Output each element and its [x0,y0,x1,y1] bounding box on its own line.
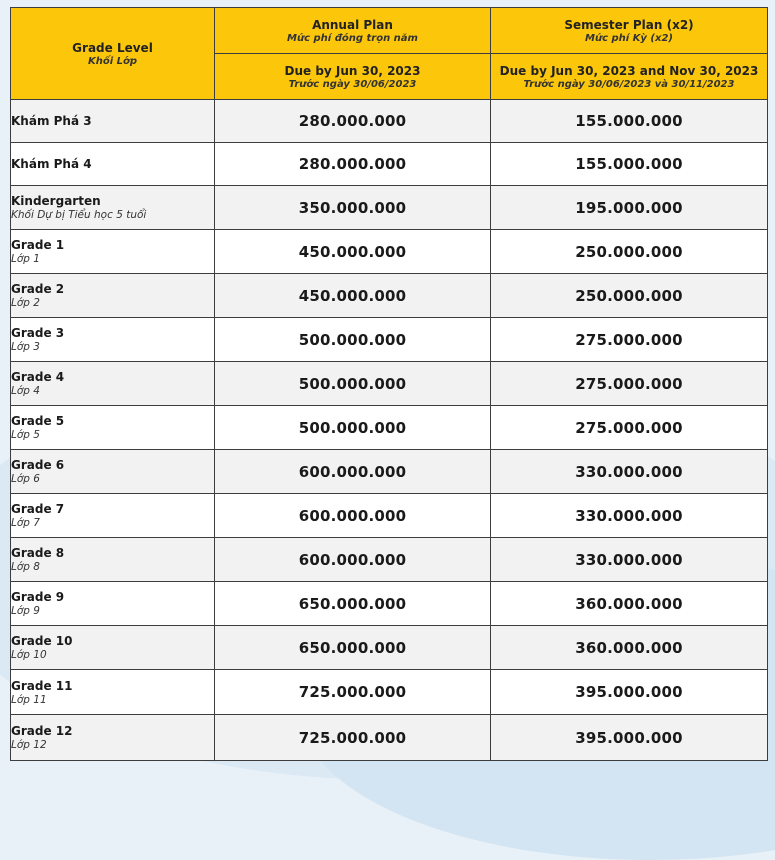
grade-name: Grade 5 [11,414,65,428]
grade-cell [11,143,215,186]
header-semester-due [491,54,768,100]
annual-fee: 725.000.000 [215,670,491,715]
grade-name: Grade 7 [11,502,65,516]
grade-name-vietnamese: Khối Dự bị Tiểu học 5 tuổi [11,209,147,221]
semester-fee: 395.000.000 [491,715,768,761]
header-semester-due-title: Due by Jun 30, 2023 and Nov 30, 2023 [499,63,759,78]
grade-name: Khám Phá 3 [11,114,92,128]
annual-fee: 725.000.000 [215,715,491,761]
annual-fee: 500.000.000 [215,318,491,362]
grade-cell [11,538,215,582]
grade-name: Grade 2 [11,282,65,296]
grade-name: Kindergarten [11,194,101,208]
grade-name-vietnamese: Lớp 6 [11,473,40,485]
grade-cell [11,318,215,362]
grade-cell [11,582,215,626]
table-row [11,538,768,582]
table-row [11,670,768,715]
semester-fee: 330.000.000 [491,450,768,494]
grade-cell [11,494,215,538]
table-row [11,494,768,538]
grade-name-vietnamese: Lớp 10 [11,649,47,661]
grade-cell [11,230,215,274]
annual-fee: 450.000.000 [215,230,491,274]
grade-cell [11,626,215,670]
grade-name: Grade 11 [11,678,73,693]
annual-fee: 650.000.000 [215,582,491,626]
header-grade-level-subtitle: Khối Lớp [87,55,138,67]
table-row [11,274,768,318]
table-row [11,362,768,406]
grade-cell [11,715,215,761]
table-row [11,406,768,450]
grade-name-vietnamese: Lớp 1 [11,253,40,265]
annual-fee: 600.000.000 [215,450,491,494]
header-semester-plan-subtitle: Mức phí Kỳ (x2) [585,32,673,44]
annual-fee: 600.000.000 [215,494,491,538]
annual-fee: 600.000.000 [215,538,491,582]
header-grade-level-title: Grade Level [72,40,153,55]
grade-name-vietnamese: Lớp 8 [11,561,40,573]
annual-fee: 500.000.000 [215,362,491,406]
grade-name-vietnamese: Lớp 9 [11,605,40,617]
table-row [11,186,768,230]
header-annual-plan-subtitle: Mức phí đóng trọn năm [287,32,418,44]
grade-name-vietnamese: Lớp 11 [11,693,47,706]
annual-fee: 350.000.000 [215,186,491,230]
header-semester-plan [491,8,768,54]
semester-fee: 250.000.000 [491,274,768,318]
grade-name: Grade 6 [11,458,65,472]
table-row [11,318,768,362]
grade-cell [11,186,215,230]
grade-cell [11,406,215,450]
grade-cell [11,274,215,318]
grade-name: Grade 4 [11,370,65,384]
grade-cell [11,450,215,494]
grade-name-vietnamese: Lớp 3 [11,341,40,353]
grade-cell [11,670,215,715]
annual-fee: 450.000.000 [215,274,491,318]
grade-cell [11,100,215,143]
grade-name: Grade 10 [11,634,73,648]
grade-name-vietnamese: Lớp 12 [11,739,47,751]
semester-fee: 330.000.000 [491,494,768,538]
grade-name-vietnamese: Lớp 2 [11,297,40,309]
grade-name: Grade 9 [11,590,65,604]
annual-fee: 280.000.000 [215,143,491,186]
header-annual-due [215,54,491,100]
grade-name-vietnamese: Lớp 4 [11,385,40,397]
header-semester-due-subtitle: Trước ngày 30/06/2023 và 30/11/2023 [523,78,735,90]
header-annual-due-subtitle: Trước ngày 30/06/2023 [288,78,417,90]
header-grade-level [11,8,215,100]
header-annual-plan [215,8,491,54]
table-row [11,582,768,626]
fee-table-body [11,100,768,761]
semester-fee: 275.000.000 [491,406,768,450]
table-row [11,450,768,494]
header-annual-plan-title: Annual Plan [312,17,393,32]
table-row [11,230,768,274]
grade-name: Grade 3 [11,326,65,340]
grade-name: Grade 1 [11,238,65,252]
grade-name: Khám Phá 4 [11,157,92,171]
semester-fee: 360.000.000 [491,626,768,670]
header-annual-due-title: Due by Jun 30, 2023 [284,63,421,78]
semester-fee: 155.000.000 [491,100,768,143]
semester-fee: 195.000.000 [491,186,768,230]
header-semester-plan-title: Semester Plan (x2) [564,17,694,32]
grade-name-vietnamese: Lớp 7 [11,517,40,529]
table-row [11,143,768,186]
semester-fee: 275.000.000 [491,318,768,362]
semester-fee: 395.000.000 [491,670,768,715]
semester-fee: 275.000.000 [491,362,768,406]
semester-fee: 250.000.000 [491,230,768,274]
table-row [11,100,768,143]
annual-fee: 280.000.000 [215,100,491,143]
grade-name: Grade 8 [11,546,65,560]
grade-name-vietnamese: Lớp 5 [11,429,40,441]
semester-fee: 360.000.000 [491,582,768,626]
table-row [11,715,768,761]
tuition-fee-table [10,7,768,761]
table-row [11,626,768,670]
semester-fee: 155.000.000 [491,143,768,186]
semester-fee: 330.000.000 [491,538,768,582]
grade-cell [11,362,215,406]
annual-fee: 500.000.000 [215,406,491,450]
annual-fee: 650.000.000 [215,626,491,670]
grade-name: Grade 12 [11,724,73,738]
